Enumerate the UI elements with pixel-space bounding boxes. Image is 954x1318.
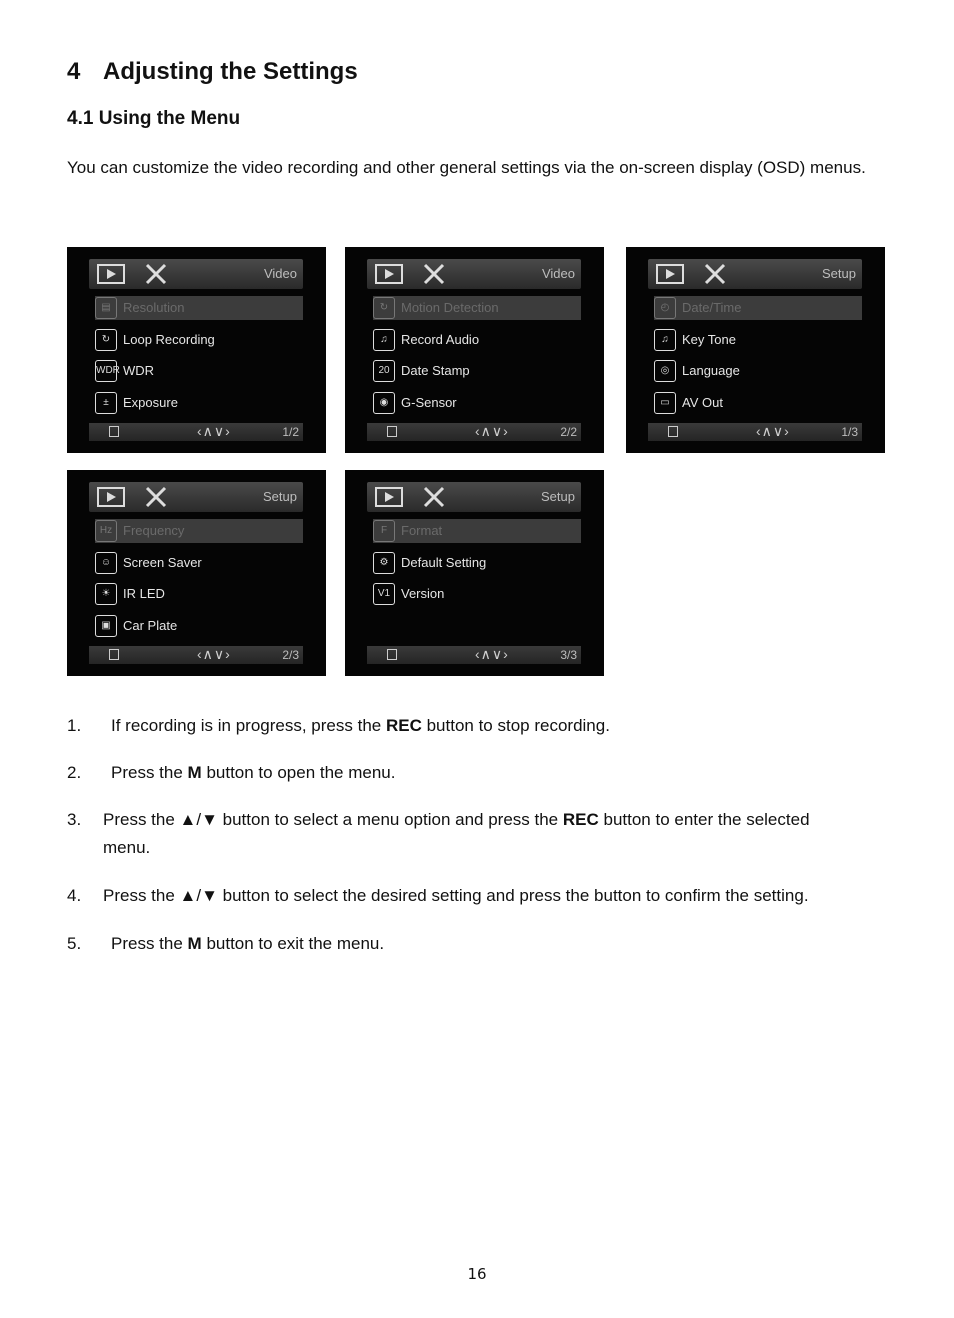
wrench-icon <box>421 262 447 286</box>
osd-menu-label: Format <box>401 523 443 538</box>
section-number: 4 <box>67 58 81 85</box>
osd-page-indicator: 3/3 <box>560 648 577 662</box>
osd-menu-item <box>95 551 303 575</box>
section-title: Adjusting the Settings <box>103 58 358 85</box>
menu-icon <box>109 649 119 660</box>
osd-menu-label: Frequency <box>123 523 185 538</box>
osd-category: Setup <box>541 489 575 504</box>
osd-menu-label: Car Plate <box>123 618 178 633</box>
section-heading <box>67 58 358 86</box>
video-camera-icon <box>375 263 403 285</box>
wdr-icon: WDR <box>95 360 117 382</box>
resolution-icon: ▤ <box>95 297 117 319</box>
wrench-icon <box>421 485 447 509</box>
music-note-icon: ♫ <box>373 329 395 351</box>
osd-page-indicator: 1/2 <box>282 425 299 439</box>
osd-category: Setup <box>822 266 856 281</box>
osd-menu-item <box>95 614 303 638</box>
osd-menu-label: Record Audio <box>401 332 480 347</box>
osd-menu-item <box>373 296 581 320</box>
osd-menu-label: Motion Detection <box>401 300 499 315</box>
menu-icon <box>387 426 397 437</box>
osd-menu-item <box>373 391 581 415</box>
osd-menu-item <box>654 328 862 352</box>
osd-menu-label: G-Sensor <box>401 395 457 410</box>
language-icon: ◎ <box>654 360 676 382</box>
osd-menu-label: Default Setting <box>401 555 487 570</box>
navigation-arrows-icon: ‹∧∨› <box>475 646 509 662</box>
version-icon: V1 <box>373 583 395 605</box>
osd-screen <box>345 247 604 453</box>
osd-menu-label: Exposure <box>123 395 178 410</box>
osd-menu-item <box>95 359 303 383</box>
navigation-arrows-icon: ‹∧∨› <box>475 423 509 439</box>
osd-menu-label: IR LED <box>123 586 165 601</box>
tv-icon: ▭ <box>654 392 676 414</box>
exposure-icon: ± <box>95 392 117 414</box>
osd-menu-item <box>373 551 581 575</box>
osd-menu-item <box>95 519 303 543</box>
osd-menu-item <box>654 359 862 383</box>
video-camera-icon <box>97 486 125 508</box>
osd-tab-bar <box>367 482 581 512</box>
osd-page-indicator: 2/3 <box>282 648 299 662</box>
osd-footer <box>367 646 581 664</box>
osd-menu-item <box>654 296 862 320</box>
osd-footer <box>648 423 862 441</box>
osd-screen <box>67 470 326 676</box>
calendar-icon: 20 <box>373 360 395 382</box>
osd-menu-label: Version <box>401 586 445 601</box>
osd-menu-item <box>373 582 581 606</box>
subsection-heading: 4.1 Using the Menu <box>67 108 241 129</box>
osd-menu-label: WDR <box>123 363 155 378</box>
osd-menu-item <box>373 328 581 352</box>
osd-menu-item <box>95 582 303 606</box>
osd-menu-item <box>95 296 303 320</box>
osd-category: Video <box>541 266 575 281</box>
osd-menu-label: Loop Recording <box>123 332 215 347</box>
osd-menu-item <box>373 519 581 543</box>
menu-icon <box>668 426 678 437</box>
car-icon: ◉ <box>373 392 395 414</box>
osd-menu-label: AV Out <box>682 395 723 410</box>
osd-tab-bar <box>89 259 303 289</box>
osd-menu-label: Key Tone <box>682 332 736 347</box>
page-number: 16 <box>467 1265 487 1283</box>
navigation-arrows-icon: ‹∧∨› <box>756 423 790 439</box>
navigation-arrows-icon: ‹∧∨› <box>197 423 231 439</box>
osd-tab-bar <box>89 482 303 512</box>
navigation-arrows-icon: ‹∧∨› <box>197 646 231 662</box>
rec-button-ref: REC <box>385 716 422 735</box>
video-camera-icon <box>97 263 125 285</box>
wrench-icon <box>702 262 728 286</box>
osd-screen <box>626 247 885 453</box>
music-note-icon: ♫ <box>654 329 676 351</box>
m-button-ref: M <box>187 763 202 782</box>
osd-footer <box>89 423 303 441</box>
m-button-ref: M <box>187 934 202 953</box>
osd-menu-label: Screen Saver <box>123 555 202 570</box>
osd-tab-bar <box>367 259 581 289</box>
osd-menu-label: Date Stamp <box>401 363 470 378</box>
osd-category: Setup <box>263 489 297 504</box>
clock-icon: ◴ <box>654 297 676 319</box>
osd-footer <box>367 423 581 441</box>
osd-footer <box>89 646 303 664</box>
sun-icon: ☀ <box>95 583 117 605</box>
osd-page-indicator: 1/3 <box>841 425 858 439</box>
osd-menu-item <box>373 359 581 383</box>
video-camera-icon <box>656 263 684 285</box>
osd-menu-item <box>95 328 303 352</box>
motion-detection-icon: ↻ <box>373 297 395 319</box>
gear-icon: ⚙ <box>373 552 395 574</box>
osd-menu-item <box>654 391 862 415</box>
osd-menu-item <box>95 391 303 415</box>
osd-menu-label: Language <box>682 363 740 378</box>
menu-icon <box>387 649 397 660</box>
wrench-icon <box>143 485 169 509</box>
osd-screen <box>67 247 326 453</box>
wrench-icon <box>143 262 169 286</box>
osd-page-indicator: 2/2 <box>560 425 577 439</box>
osd-menu-label: Date/Time <box>682 300 742 315</box>
car-plate-icon: ▣ <box>95 615 117 637</box>
osd-tab-bar <box>648 259 862 289</box>
video-camera-icon <box>375 486 403 508</box>
rec-button-ref: REC <box>562 810 599 829</box>
format-icon: F <box>373 520 395 542</box>
intro-paragraph: You can customize the video recording and other general settings via the on-screen display (OSD) menus. <box>67 158 866 177</box>
loop-recording-icon: ↻ <box>95 329 117 351</box>
screen-saver-icon: ☺ <box>95 552 117 574</box>
osd-menu-label: Resolution <box>123 300 185 315</box>
osd-screen <box>345 470 604 676</box>
osd-category: Video <box>263 266 297 281</box>
menu-icon <box>109 426 119 437</box>
hz-icon: Hz <box>95 520 117 542</box>
